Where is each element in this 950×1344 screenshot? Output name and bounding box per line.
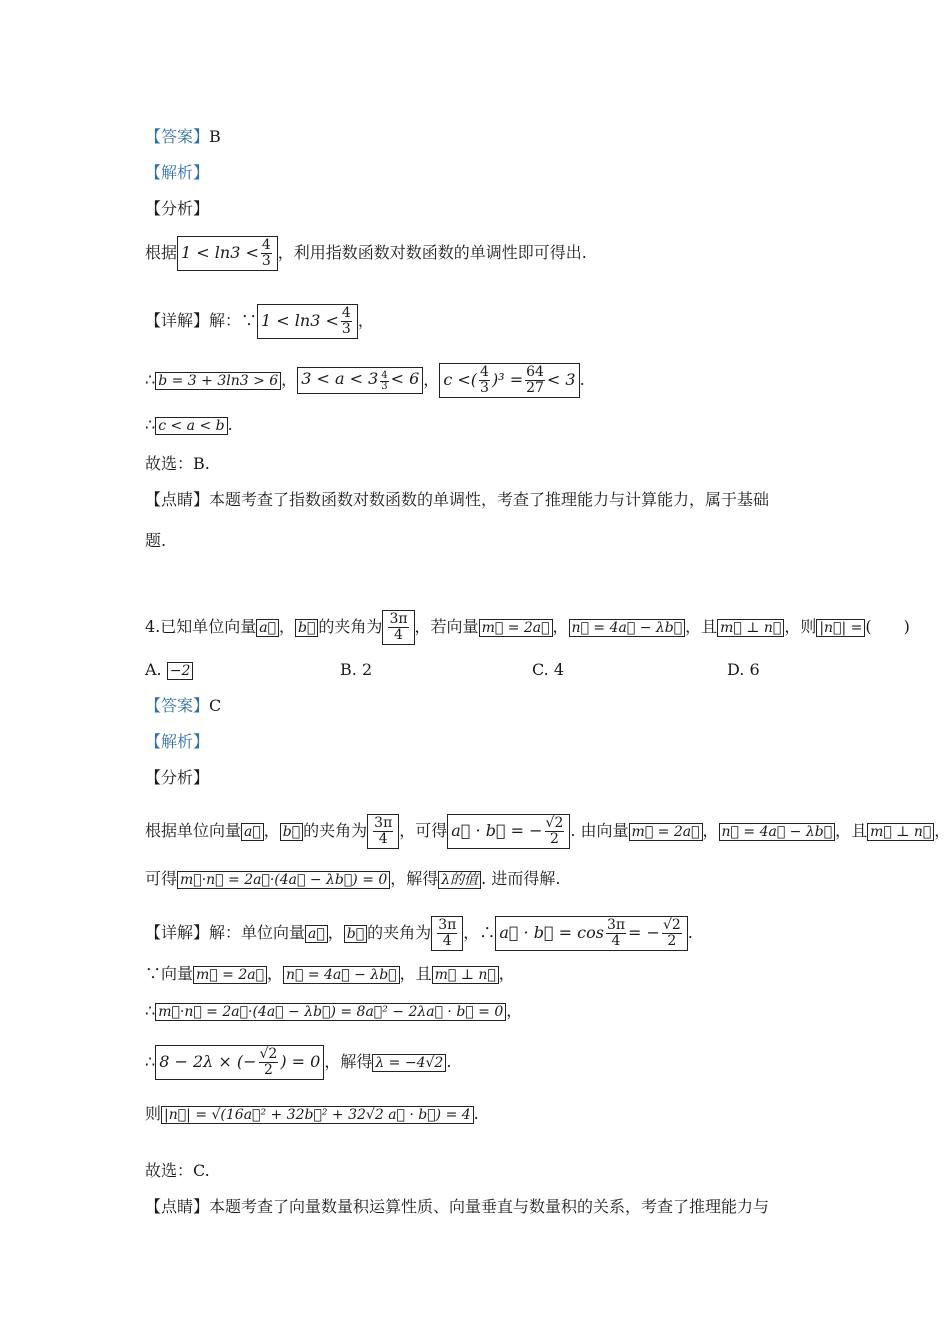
a-inequality-formula [297, 367, 423, 394]
therefore-symbol: ∴ [145, 415, 156, 434]
vector-a: a⃗ [256, 619, 279, 637]
vector-b: b⃗ [280, 823, 303, 841]
denominator: 4 [394, 627, 403, 643]
and-text: ，且 [835, 821, 868, 840]
comma: ， [423, 370, 440, 389]
angle-text: 的夹角为 [303, 821, 368, 840]
option-b [340, 660, 372, 679]
formula-text: c < [443, 370, 471, 389]
denominator: 3 [261, 253, 271, 269]
numerator: 3π [389, 611, 408, 627]
comma: ， [281, 370, 298, 389]
numerator: 3π [374, 815, 393, 831]
angle-fraction [382, 610, 414, 645]
because-text: ∵向量 [145, 964, 194, 983]
fenxi-suffix: ，利用指数函数对数函数的单调性即可得出. [277, 243, 587, 262]
formula-text: a⃗ · b⃗ = − [451, 821, 543, 840]
option-value: 6 [749, 660, 760, 679]
vector-b: b⃗ [295, 619, 318, 637]
answer-tag: 【答案】 [145, 127, 210, 146]
formula-text: a⃗ · b⃗ = cos [499, 923, 604, 942]
formula-text: ) = 0 [280, 1052, 321, 1071]
detail-text: 解：∵ [209, 311, 258, 330]
analysis-tag: 【解析】 [145, 732, 210, 751]
denominator: 4 [442, 933, 452, 949]
keyide-text: ，可得 [399, 821, 448, 840]
q4-fenxi-line1 [145, 814, 950, 849]
analysis-tag: 【解析】 [145, 163, 210, 182]
comma: ， [498, 964, 515, 983]
q3-choose-line: 故选：B. [145, 454, 210, 473]
expanded-product-formula: m⃗·n⃗ = 2a⃗·(4a⃗ − λb⃗) = 8a⃗² − 2λa⃗ · b⃗ = 0 [155, 1003, 506, 1021]
fraction [373, 816, 393, 847]
q4-answer-line [145, 695, 221, 717]
q4-analysis-line [145, 731, 209, 753]
comma: ， [357, 311, 374, 330]
q3-comment-line [145, 489, 769, 511]
angle-fraction [367, 814, 399, 849]
detail-tag: 【详解】 [145, 923, 210, 942]
n-vector-formula: n⃗ = 4a⃗ − λb⃗ [569, 619, 686, 637]
angle-fraction [431, 916, 463, 951]
fraction [525, 365, 545, 396]
numerator: 4 [480, 364, 489, 380]
fenxi-tag: 【分析】 [145, 768, 210, 787]
dot-product-formula [447, 814, 570, 849]
denominator: 2 [263, 1062, 273, 1078]
cos-formula [495, 916, 687, 951]
formula-text: < 6 [390, 369, 420, 389]
numerator: 4 [341, 305, 351, 321]
formula-text: = [509, 370, 524, 389]
jiede-text: ，解得 [324, 1052, 373, 1071]
vector-b: b⃗ [344, 925, 367, 943]
lambda-value-box: λ的值 [438, 871, 481, 889]
numerator: √2 [662, 917, 681, 933]
conclusion-text: . 进而得解. [481, 869, 561, 888]
stem-prefix: 4.已知单位向量 [145, 617, 257, 636]
mn-product-formula: m⃗·n⃗ = 2a⃗·(4a⃗ − λb⃗) = 0 [177, 871, 390, 889]
q3-fenxi-heading [145, 198, 209, 220]
comment-tag: 【点睛】 [145, 490, 210, 509]
jiede-text: ，解得 [390, 869, 439, 888]
answer-value: B [209, 127, 221, 146]
comma: ， [327, 923, 344, 942]
option-a [145, 660, 193, 680]
ze-text: 则 [145, 1104, 162, 1123]
fraction [341, 306, 352, 337]
period: . [446, 1052, 452, 1071]
c-inequality-formula: c <( $\frac{4}{3}$ )³ = $\frac{64}{27}$ < 3 [439, 363, 579, 398]
option-d [727, 660, 760, 679]
option-label: A. [145, 660, 162, 679]
q4-detail-line4 [145, 1045, 451, 1080]
numerator: 64 [526, 364, 544, 380]
comma: ， [266, 964, 283, 983]
period: . [687, 923, 693, 942]
denominator: 3 [341, 321, 351, 337]
b-inequality-formula: b = 3 + 3ln3 > 6 [155, 372, 281, 390]
answer-tag: 【答案】 [145, 696, 210, 715]
formula-text: < 3 [546, 370, 576, 389]
fraction [388, 612, 408, 643]
denominator: 27 [526, 380, 544, 396]
ln3-bound-formula [177, 236, 278, 271]
numerator: 3π [438, 917, 457, 933]
formula-text: 3 < a < 3 [301, 369, 379, 389]
comma: ， [506, 1001, 523, 1020]
q3-comment-tail: 题. [145, 531, 167, 550]
denominator: 3 [381, 380, 388, 392]
denominator: 3 [480, 380, 489, 396]
q4-detail-line3 [145, 1000, 522, 1022]
formula-text: 8 − 2λ × (− [159, 1052, 257, 1071]
numerator: √2 [259, 1046, 278, 1062]
m-vector-formula: m⃗ = 2a⃗ [193, 966, 267, 984]
q4-comment-line [145, 1196, 769, 1218]
formula-text: = − [628, 923, 660, 942]
fraction [479, 365, 490, 396]
numerator: 3π [606, 917, 626, 933]
numerator: √2 [545, 815, 564, 831]
denominator: 2 [549, 831, 559, 847]
option-label: D. [727, 660, 745, 679]
numerator: 4 [381, 369, 388, 381]
exponent-fraction [380, 371, 388, 392]
q4-stem [145, 610, 910, 645]
perpendicular-formula: m⃗ ⊥ n⃗ [432, 966, 499, 984]
formula-text: 1 < ln3 < [261, 311, 339, 330]
fraction [545, 816, 565, 847]
m-vector-formula: m⃗ = 2a⃗ [479, 619, 553, 637]
therefore-symbol: ∴ [145, 370, 156, 389]
and-text: ，且 [685, 617, 718, 636]
q3-order-line [145, 414, 233, 436]
option-value: 2 [361, 660, 373, 679]
comment-text: 本题考查了向量数量积运算性质、向量垂直与数量积的关系，考查了推理能力与 [209, 1197, 770, 1216]
fraction [259, 1047, 279, 1078]
comma: ， [263, 821, 280, 840]
q4-fenxi-heading [145, 767, 209, 789]
then-text: ，则 [784, 617, 817, 636]
fraction [437, 918, 457, 949]
detail-tag: 【详解】 [145, 311, 210, 330]
q4-fenxi-line2 [145, 868, 560, 890]
angle-text: 的夹角为 [367, 923, 432, 942]
and-text: ，且 [399, 964, 432, 983]
therefore-symbol: ∴ [145, 1052, 156, 1071]
fraction [662, 918, 682, 949]
denominator: 4 [378, 831, 388, 847]
order-formula: c < a < b [155, 417, 227, 435]
q3-compare-line [145, 363, 585, 398]
comma: ， [552, 617, 569, 636]
if-text: ，若向量 [414, 617, 479, 636]
fraction [606, 918, 626, 949]
q4-detail-line2 [145, 963, 515, 985]
therefore-text: ，∴ [463, 923, 496, 942]
angle-text: 的夹角为 [318, 617, 383, 636]
comma: ， [934, 821, 950, 840]
n-vector-formula: n⃗ = 4a⃗ − λb⃗ [283, 966, 400, 984]
fenxi-prefix: 根据 [145, 243, 178, 262]
vector-a: a⃗ [305, 925, 328, 943]
period: . [227, 415, 233, 434]
option-label: C. [532, 660, 549, 679]
detail-prefix: 解：单位向量 [209, 923, 306, 942]
lambda-equation [155, 1045, 324, 1080]
formula-text: 1 < ln3 < [181, 243, 259, 262]
q3-fenxi-line [145, 236, 587, 271]
norm-formula: |n⃗| = [816, 619, 865, 637]
q3-analysis-line [145, 162, 209, 184]
option-label: B. [340, 660, 357, 679]
comma: ， [702, 821, 719, 840]
m-vector-formula: m⃗ = 2a⃗ [629, 823, 703, 841]
option-value: 4 [553, 660, 565, 679]
vector-a: a⃗ [241, 823, 264, 841]
comment-tag: 【点睛】 [145, 1197, 210, 1216]
q3-answer-line [145, 126, 221, 148]
answer-blank: ( ) [865, 617, 910, 636]
q4-choose-line: 故选：C. [145, 1161, 210, 1180]
denominator: 4 [611, 933, 621, 949]
q4-detail-line5 [145, 1103, 479, 1125]
ln3-bound-formula [257, 304, 358, 339]
numerator: 4 [261, 237, 271, 253]
lambda-result: λ = −4√2 [372, 1054, 446, 1072]
comma: ， [279, 617, 296, 636]
answer-value: C [209, 696, 222, 715]
therefore-symbol: ∴ [145, 1001, 156, 1020]
comment-text: 本题考查了指数函数对数函数的单调性，考查了推理能力与计算能力，属于基础 [209, 490, 770, 509]
fenxi-prefix: 根据单位向量 [145, 821, 242, 840]
perpendicular-formula: m⃗ ⊥ n⃗ [867, 823, 934, 841]
keyide-text: 可得 [145, 869, 178, 888]
option-value: −2 [167, 662, 194, 680]
q4-detail-line1 [145, 916, 693, 951]
norm-result-formula: |n⃗| = √(16a⃗² + 32b⃗² + 32√2 a⃗ · b⃗) = 4 [161, 1106, 474, 1124]
denominator: 2 [667, 933, 677, 949]
period: . [579, 370, 585, 389]
perpendicular-formula: m⃗ ⊥ n⃗ [717, 619, 784, 637]
q3-detail-line [145, 304, 374, 339]
n-vector-formula: n⃗ = 4a⃗ − λb⃗ [719, 823, 836, 841]
from-vector-text: . 由向量 [570, 821, 629, 840]
fraction [261, 238, 272, 269]
fenxi-tag: 【分析】 [145, 199, 210, 218]
option-c [532, 660, 564, 679]
period: . [473, 1104, 479, 1123]
